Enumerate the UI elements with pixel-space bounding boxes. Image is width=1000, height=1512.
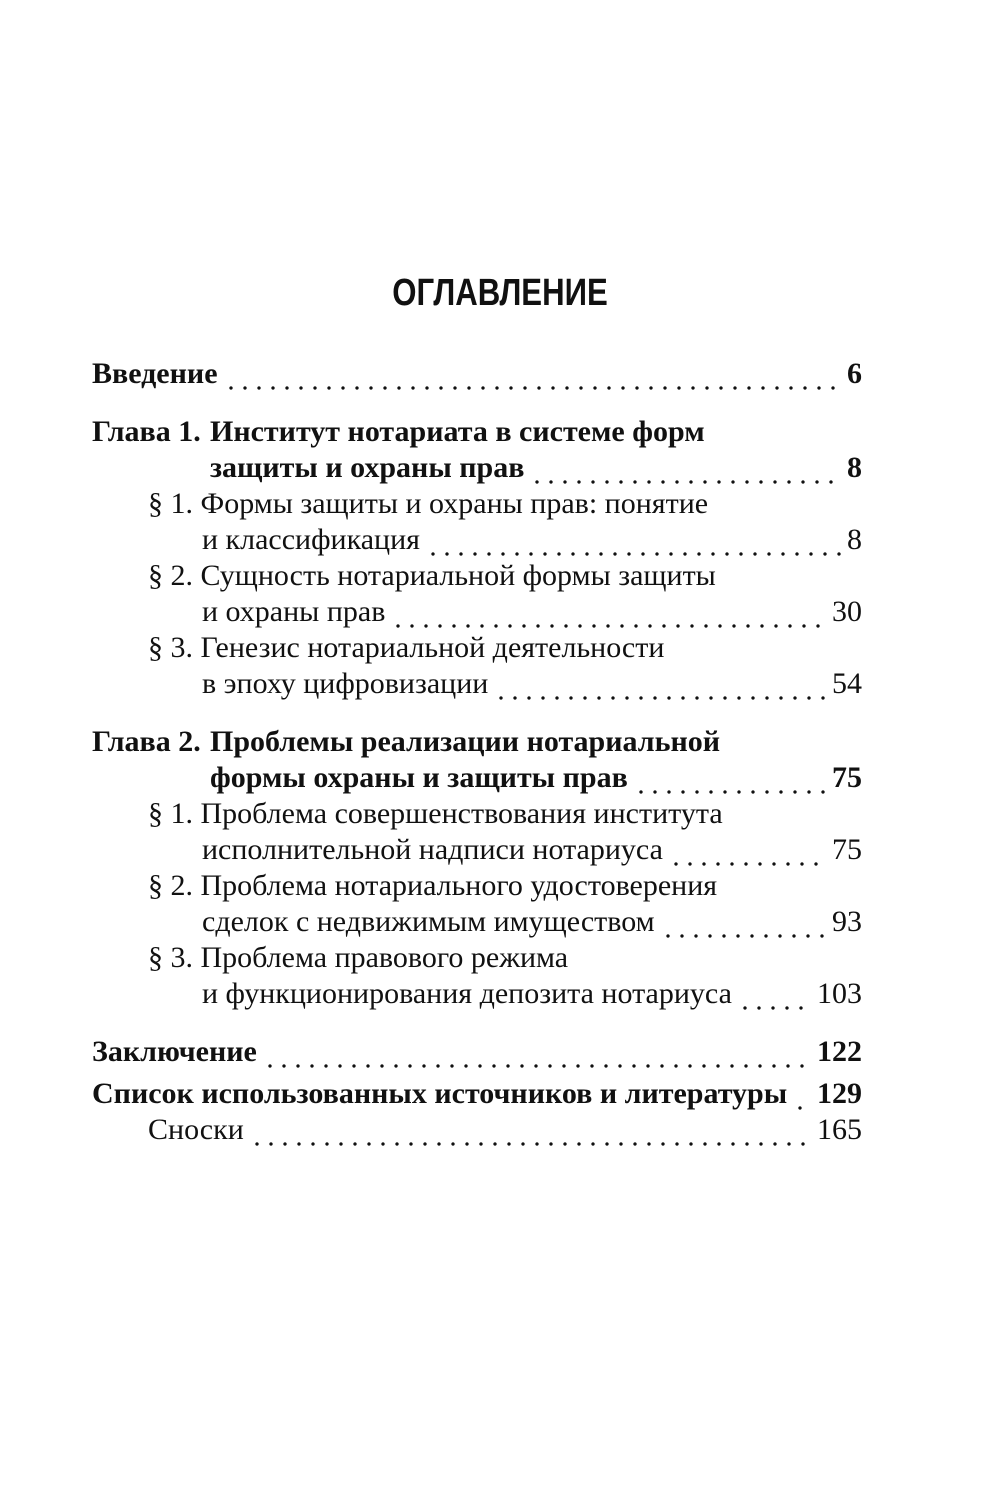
dot-leader — [224, 364, 841, 392]
toc-entry-references[interactable] — [92, 1076, 862, 1112]
section-2-2-line2: сделок с недвижимым имуществом — [202, 905, 655, 938]
toc-page-number: 75 — [832, 833, 862, 866]
toc-entry-label: Введение — [92, 357, 218, 390]
dot-leader — [391, 602, 826, 630]
toc-page-number: 75 — [832, 761, 862, 794]
toc-entry-chapter-1[interactable] — [210, 450, 862, 486]
toc-entry-label: Список использованных источников и литературы — [92, 1077, 788, 1110]
section-2-1-line2: исполнительной надписи нотариуса — [202, 833, 663, 866]
toc-entry-section-1-2[interactable] — [202, 594, 862, 630]
toc-entry-section-2-3[interactable] — [202, 976, 862, 1012]
toc-page-number: 93 — [832, 905, 862, 938]
toc-entry-chapter-2[interactable] — [210, 760, 862, 796]
dot-leader — [669, 840, 826, 868]
toc-page-number: 103 — [817, 977, 862, 1010]
toc-page-number: 122 — [817, 1035, 862, 1068]
toc-page-number: 6 — [847, 357, 862, 390]
chapter-1-label: Глава 1. — [92, 415, 201, 448]
dot-leader — [263, 1042, 811, 1070]
toc-page-number: 8 — [847, 451, 862, 484]
toc-entry-section-2-2[interactable] — [202, 904, 862, 940]
toc-page-number: 165 — [817, 1113, 862, 1146]
section-1-1-line1[interactable]: § 1. Формы защиты и охраны прав: понятие — [148, 487, 709, 520]
chapter-1-title-line1[interactable]: Институт нотариата в системе форм — [210, 415, 705, 448]
toc-entry-intro[interactable] — [92, 356, 862, 392]
dot-leader — [530, 458, 841, 486]
dot-leader — [250, 1120, 811, 1148]
chapter-2-title-line2: формы охраны и защиты прав — [210, 761, 628, 794]
toc-page-number: 54 — [832, 667, 862, 700]
dot-leader — [738, 984, 811, 1012]
dot-leader — [793, 1084, 811, 1112]
toc-page-number: 129 — [817, 1077, 862, 1110]
dot-leader — [494, 674, 826, 702]
toc-entry-footnotes[interactable] — [148, 1112, 862, 1148]
dot-leader — [634, 768, 826, 796]
page-title: ОГЛАВЛЕНИЕ — [392, 272, 608, 314]
toc-entry-label: Заключение — [92, 1035, 257, 1068]
section-1-2-line1[interactable]: § 2. Сущность нотариальной формы защиты — [148, 559, 716, 592]
toc-page-number: 8 — [847, 523, 862, 556]
section-1-2-line2: и охраны прав — [202, 595, 386, 628]
toc-entry-section-1-1[interactable] — [202, 522, 862, 558]
toc-entry-section-1-3[interactable] — [202, 666, 862, 702]
section-2-2-line1[interactable]: § 2. Проблема нотариального удостоверения — [148, 869, 718, 902]
dot-leader — [661, 912, 826, 940]
section-2-3-line1[interactable]: § 3. Проблема правового режима — [148, 941, 569, 974]
section-1-3-line2: в эпоху цифровизации — [202, 667, 489, 700]
chapter-2-title-line1[interactable]: Проблемы реализации нотариальной — [210, 725, 721, 758]
toc-entry-label: Сноски — [148, 1113, 244, 1146]
section-1-3-line1[interactable]: § 3. Генезис нотариальной деятельности — [148, 631, 665, 664]
toc-page-number: 30 — [832, 595, 862, 628]
chapter-2-label: Глава 2. — [92, 725, 201, 758]
section-1-1-line2: и классификация — [202, 523, 420, 556]
dot-leader — [426, 530, 841, 558]
toc-entry-section-2-1[interactable] — [202, 832, 862, 868]
section-2-3-line2: и функционирования депозита нотариуса — [202, 977, 732, 1010]
section-2-1-line1[interactable]: § 1. Проблема совершенствования института — [148, 797, 723, 830]
toc-entry-conclusion[interactable] — [92, 1034, 862, 1070]
chapter-1-title-line2: защиты и охраны прав — [210, 451, 525, 484]
